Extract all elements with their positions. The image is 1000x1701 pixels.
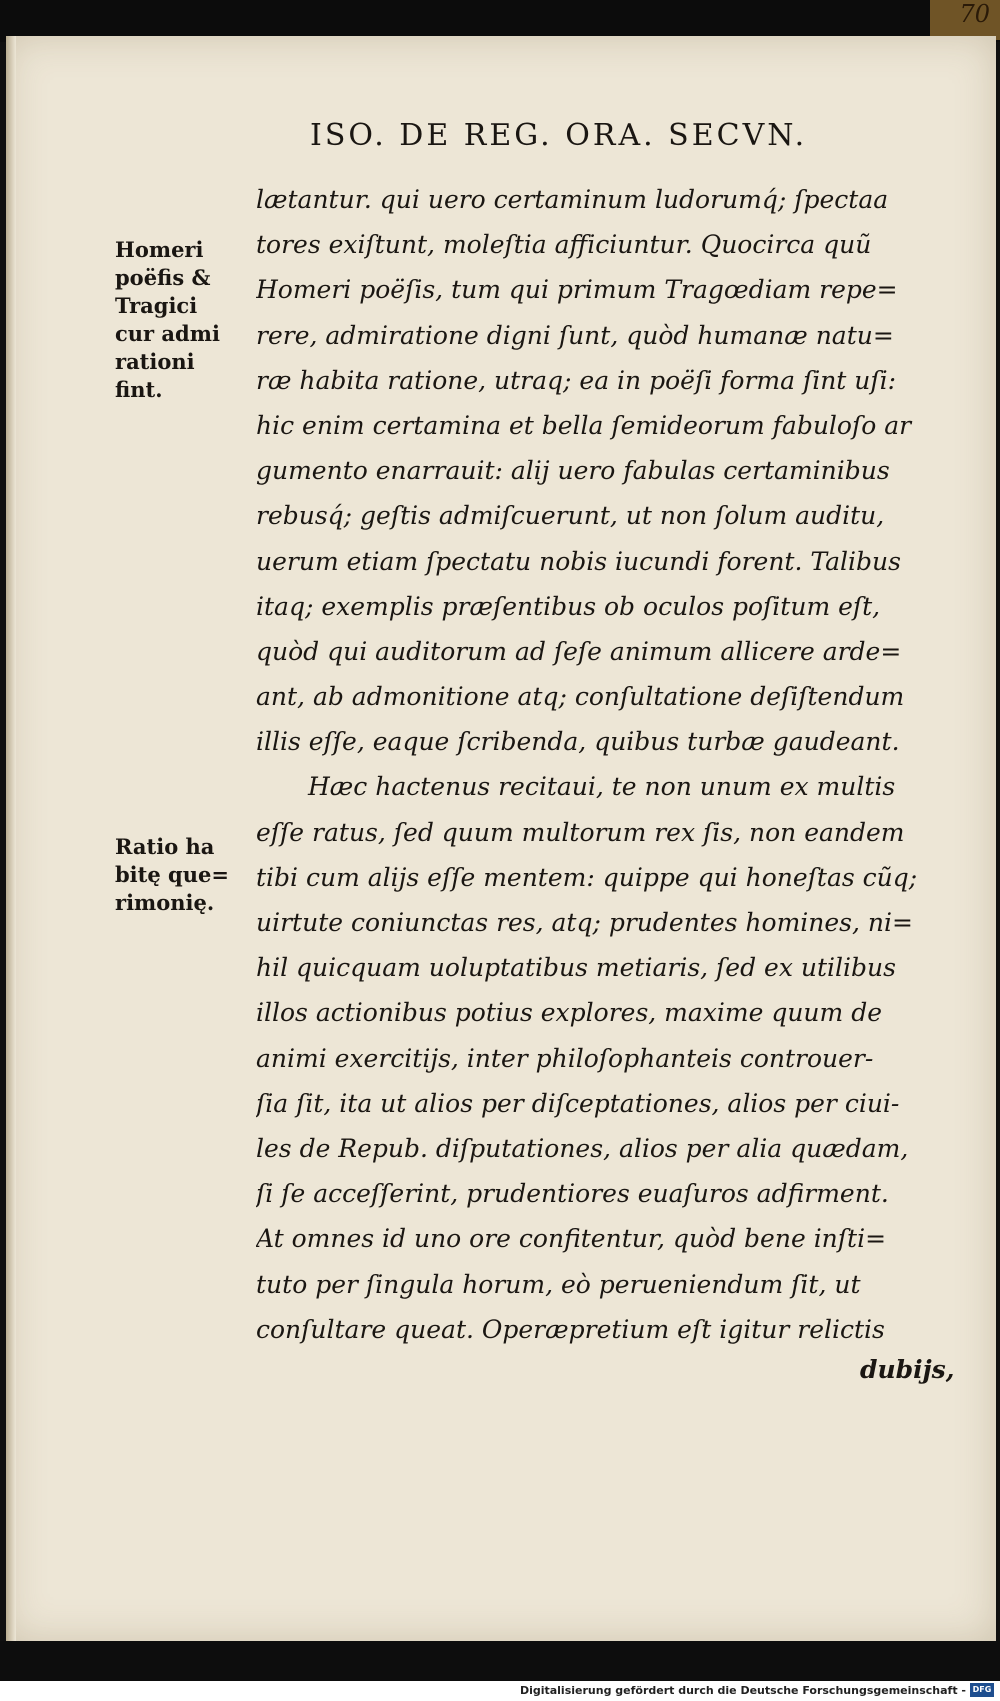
margin-note-line: bitę que= [115, 862, 229, 887]
catchword: dubijs, [860, 1355, 955, 1384]
body-line: ſi ſe acceſſerint, prudentiores euaſuros adfirment. [256, 1179, 889, 1209]
body-line: rebusq́; geſtis admiſcuerunt, ut non ſolum auditu, [256, 501, 885, 531]
body-line: rere, admiratione digni ſunt, quòd humanæ natu= [256, 320, 894, 350]
margin-note-line: Tragici [115, 293, 198, 318]
body-line: animi exercitijs, inter philoſophanteis controuer- [256, 1043, 874, 1073]
body-line: ſia ſit, ita ut alios per diſceptationes, alios per ciui- [256, 1088, 900, 1118]
body-line: uerum etiam ſpectatu nobis iucundi forent. Talibus [256, 546, 901, 576]
body-line: At omnes id uno ore confitentur, quòd bene inſti= [256, 1224, 887, 1254]
digitization-credit: Digitalisierung gefördert durch die Deutsche Forschungsgemeinschaft - [519, 1684, 966, 1697]
body-line: hic enim certamina et bella ſemideorum fabuloſo ar [256, 410, 912, 440]
body-line: tibi cum alijs eſſe mentem: quippe qui honeſtas cũq; [256, 862, 918, 892]
body-text [256, 177, 956, 1352]
body-line: illos actionibus potius explores, maxime quum de [256, 998, 882, 1028]
body-line: lætantur. qui uero certaminum ludorumq́; ſpectaa [256, 185, 889, 214]
body-line: tuto per ſingula horum, eò perueniendum ſit, ut [256, 1269, 861, 1299]
margin-note-line: rimonię. [115, 890, 215, 915]
body-line: Homeri poëſis, tum qui primum Tragœdiam repe= [256, 275, 898, 305]
body-line: tores exiſtunt, moleſtia afficiuntur. Quocirca quũ [256, 230, 872, 260]
margin-note-line: Ratio ha [115, 834, 215, 859]
body-line: les de Repub. diſputationes, alios per alia quædam, [256, 1133, 909, 1163]
body-line: quòd qui auditorum ad ſeſe animum allicere arde= [256, 636, 902, 666]
margin-note-line: Homeri [115, 237, 204, 262]
body-line: gumento enarrauit: alij uero fabulas certaminibus [256, 456, 890, 486]
running-head: ISO. DE REG. ORA. SECVN. [310, 118, 808, 153]
body-line: itaq; exemplis præſentibus ob oculos poſitum eſt, [256, 591, 881, 621]
corner-folio-number: 70 [959, 0, 990, 28]
margin-note-line: cur admi [115, 321, 220, 346]
body-line: uirtute coniunctas res, atq; prudentes homines, ni= [256, 908, 913, 937]
body-line: ræ habita ratione, utraq; ea in poëſi forma ſint uſi: [256, 365, 897, 395]
page-gutter-shadow [6, 36, 16, 1641]
margin-note-line: rationi [115, 349, 195, 374]
body-line: eſſe ratus, ſed quum multorum rex ſis, non eandem [256, 817, 905, 847]
margin-note-ratio [115, 833, 265, 917]
body-line: illis eſſe, eaque ſcribenda, quibus turbæ gaudeant. [256, 727, 900, 757]
body-line-paragraph-start: Hæc hactenus recitaui, te non unum ex multis [308, 772, 896, 802]
dfg-logo-icon: DFG [970, 1683, 994, 1697]
page-corner-tab [930, 0, 1000, 40]
scan-bottom-border [0, 1641, 1000, 1681]
body-line: ant, ab admonitione atq; conſultatione deſiſtendum [256, 682, 905, 712]
body-line: hil quicquam uoluptatibus metiaris, ſed ex utilibus [256, 953, 896, 983]
margin-note-line: poëfis & [115, 265, 211, 290]
margin-note-line: fint. [115, 377, 163, 402]
body-line: conſultare queat. Operæpretium eſt igitur relictis [256, 1314, 885, 1344]
margin-note-homeri [115, 236, 265, 404]
